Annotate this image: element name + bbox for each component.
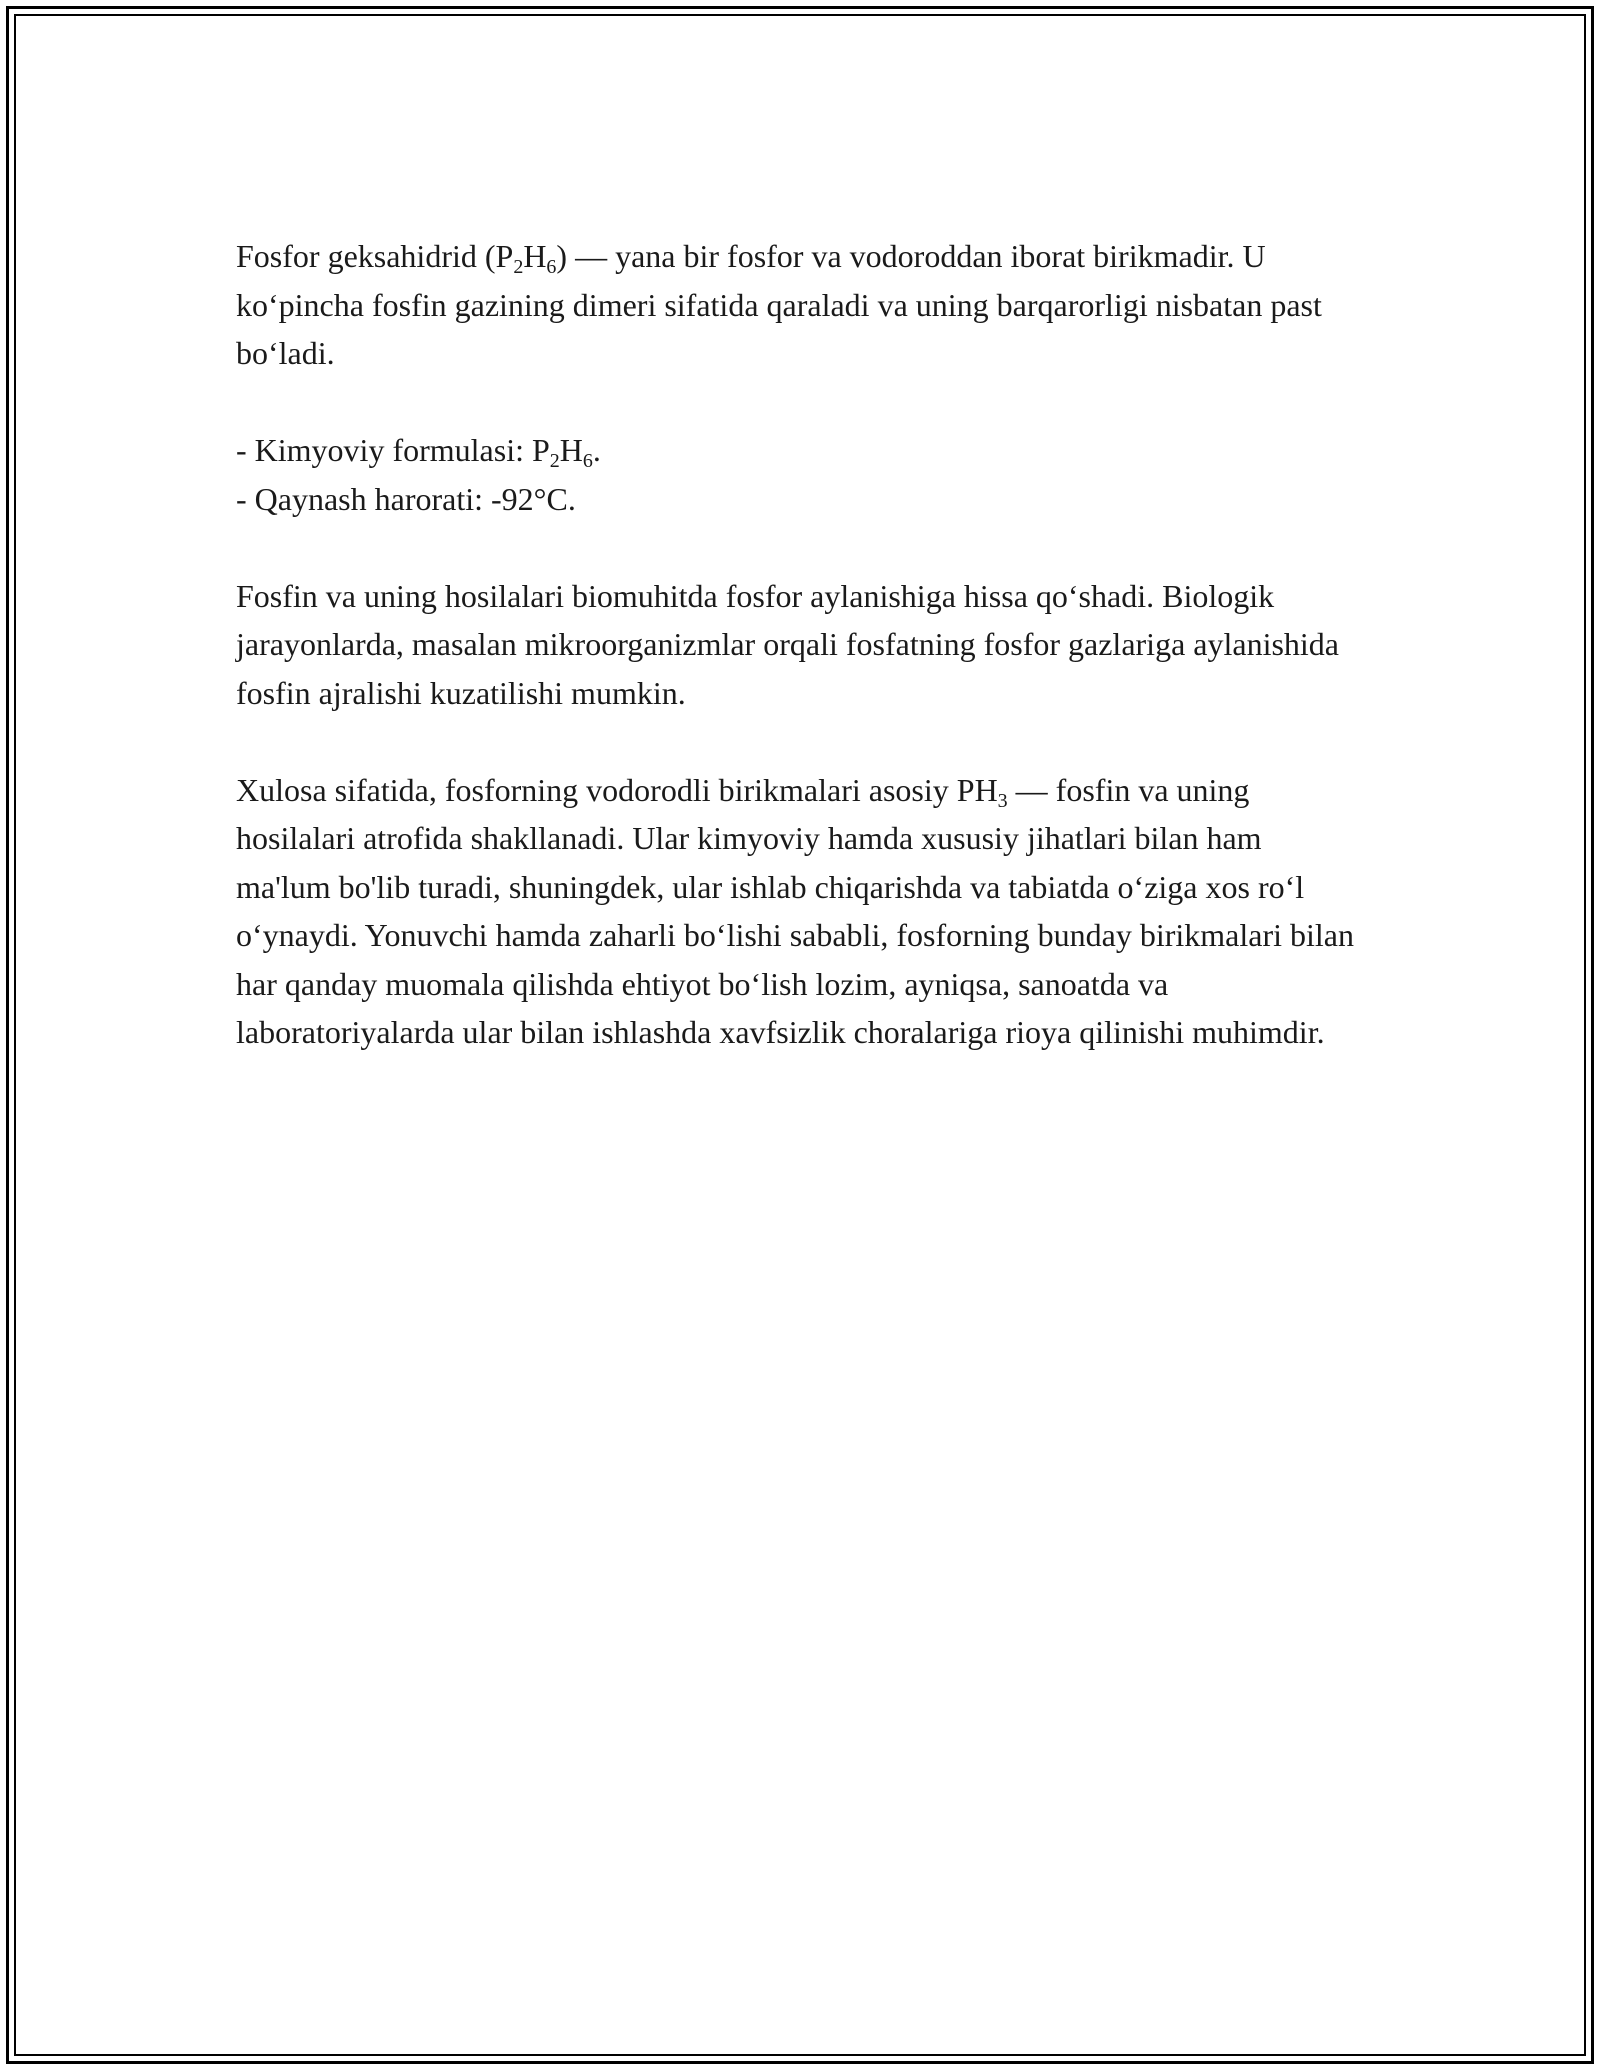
paragraph-conclusion [236,766,1356,1057]
properties-list [236,426,1356,523]
text-run: H [559,432,583,468]
text-run: - Kimyoviy formulasi: P [236,432,550,468]
paragraph-biological-role: Fosfin va uning hosilalari biomuhitda fosfor aylanishiga hissa qo‘shadi. Biologik jarayonlarda, masalan mikroorganizmlar orqali fosfatning fosfor gazlariga aylanishida fosfin ajralishi kuzatilishi mumkin. [236,577,1339,711]
text-run: . [592,432,601,468]
text-run: Fosfor geksahidrid (P [236,238,514,274]
subscript: 2 [549,450,560,472]
document-body [236,232,1356,1105]
subscript: 6 [546,256,557,278]
text-run: H [523,238,547,274]
text-run: ) — yana bir fosfor va vodoroddan iborat birikmadir. U ko‘pincha fosfin gazining dimeri sifatida qaraladi va uning barqarorligi nisbatan past bo‘ladi. [236,238,1322,371]
paragraph-phosphorus-hexahydride [236,232,1356,378]
text-run: — fosfin va uning hosilalari atrofida shakllanadi. Ular kimyoviy hamda xususiy jihatlari bilan ham ma'lum bo'lib turadi, shuningdek, ular ishlab chiqarishda va tabiatda o‘ziga xos ro‘l o‘ynaydi. Yonuvchi hamda zaharli bo‘lishi sababli, fosforning bunday birikmalari bilan har qanday muomala qilishda ehtiyot bo‘lish lozim, ayniqsa, sanoatda va laboratoriyalarda ular bilan ishlashda xavfsizlik choralariga rioya qilinishi muhimdir. [236,771,1354,1050]
subscript: 3 [997,789,1008,812]
list-item-formula [236,426,1356,475]
text-run: Xulosa sifatida, fosforning vodorodli birikmalari asosiy PH [236,771,998,808]
subscript: 2 [513,256,524,278]
subscript: 6 [582,450,593,472]
list-item-boiling-point: - Qaynash harorati: -92°C. [236,480,576,517]
